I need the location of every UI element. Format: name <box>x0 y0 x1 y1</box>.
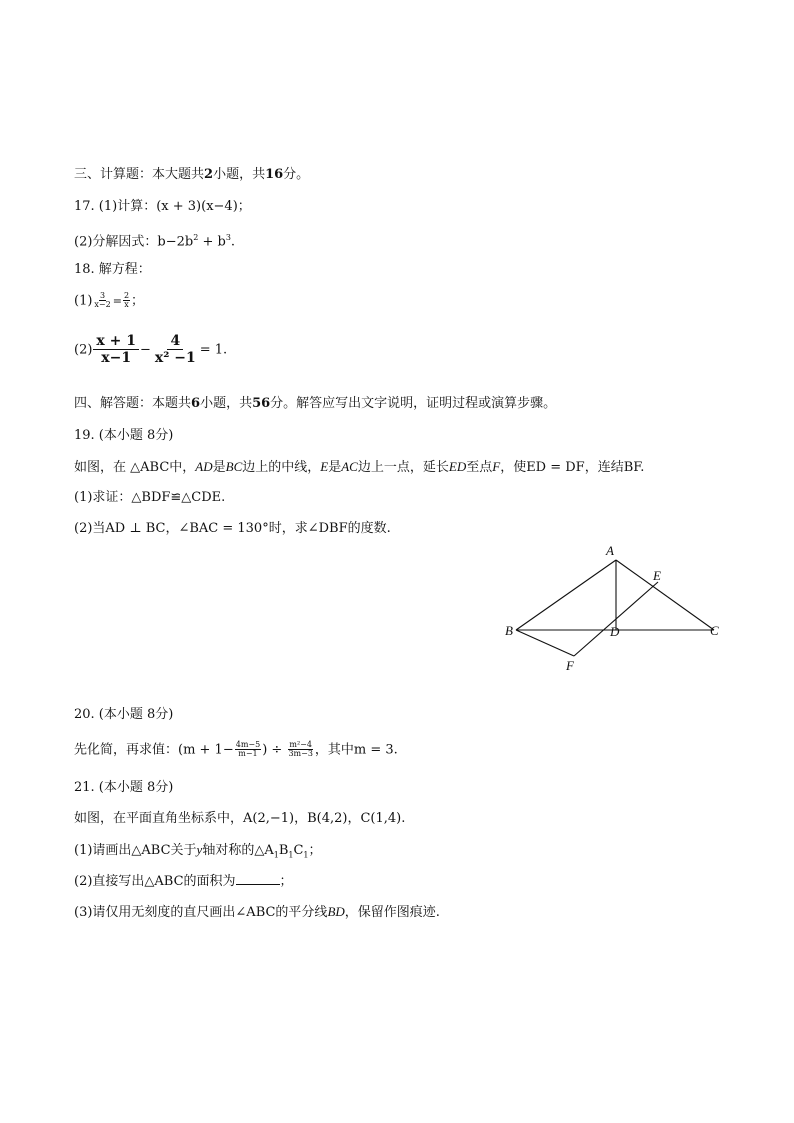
label-B: B <box>505 623 513 638</box>
segment-BF <box>516 630 574 656</box>
q20-statement: 先化简，再求值：(m + 1− $\frac{4m-5}{m-1}$ ) ÷ $\frac{\text{m²−4}}{3m-3}$ ，其中m = 3. <box>74 740 398 758</box>
answer-blank[interactable] <box>236 872 280 885</box>
label-C: C <box>710 623 719 638</box>
fraction: $\frac{4m-5}{m-1}$ <box>235 740 261 758</box>
q19-title: 19. (本小题 8分) <box>74 428 174 443</box>
label-D: D <box>610 624 620 639</box>
q19-part1: (1)求证：△BDF≌△CDE. <box>74 490 226 505</box>
q20-title: 20. (本小题 8分) <box>74 707 174 722</box>
label-A: A <box>606 543 614 558</box>
q18-part2: (2) $\frac{x + 1}{x-1}$ − $\frac{4}{\text{x² −1}}$ = 1. <box>74 333 228 366</box>
q21-part2: (2)直接写出△ABC的面积为 ； <box>74 874 293 889</box>
section-4-heading: 四、解答题：本题共6小题，共56分。解答应写出文字说明，证明过程或演算步骤。 <box>74 396 557 411</box>
q19-statement: 如图，在 △ABC中，AD是BC边上的中线，E是AC边上一点，延长ED至点F，使ED = DF，连结BF. <box>74 459 645 475</box>
q18-part1: (1) $\frac{3}{x-2}$ = $\frac{2}{x}$ ； <box>74 291 145 309</box>
q21-intro: 如图，在平面直角坐标系中，A(2,−1)，B(4,2)，C(1,4). <box>74 811 406 826</box>
q21-part3: (3)请仅用无刻度的直尺画出∠ABC的平分线BD，保留作图痕迹. <box>74 904 440 920</box>
q19-part2: (2)当AD ⊥ BC，∠BAC = 130°时，求∠DBF的度数. <box>74 521 391 536</box>
segment-AC <box>616 560 714 630</box>
fraction: $\frac{2}{x}$ <box>123 291 130 309</box>
q21-title: 21. (本小题 8分) <box>74 780 174 795</box>
label-F: F <box>566 658 574 673</box>
q17-part2: (2)分解因式：$b-2b^2 + b^3$. <box>74 233 236 250</box>
section-3-heading: 三、计算题：本大题共2小题，共16分。 <box>74 167 310 182</box>
q21-part1: (1)请画出△ABC关于y轴对称的$\triangle A_1B_1C_1$； <box>74 842 322 860</box>
q18-title: 18. 解方程： <box>74 262 151 277</box>
fraction: $\frac{\text{m²−4}}{3m-3}$ <box>288 740 313 758</box>
triangle-figure <box>490 540 730 680</box>
segment-AB <box>516 560 616 630</box>
label-E: E <box>653 568 661 583</box>
q17-part1: 17. (1)计算：(x + 3)(x−4)； <box>74 199 251 214</box>
fraction: $\frac{x + 1}{x-1}$ <box>93 333 139 367</box>
fraction: $\frac{3}{x-2}$ <box>94 291 111 309</box>
fraction: $\frac{4}{\text{x² −1}}$ <box>154 333 196 366</box>
